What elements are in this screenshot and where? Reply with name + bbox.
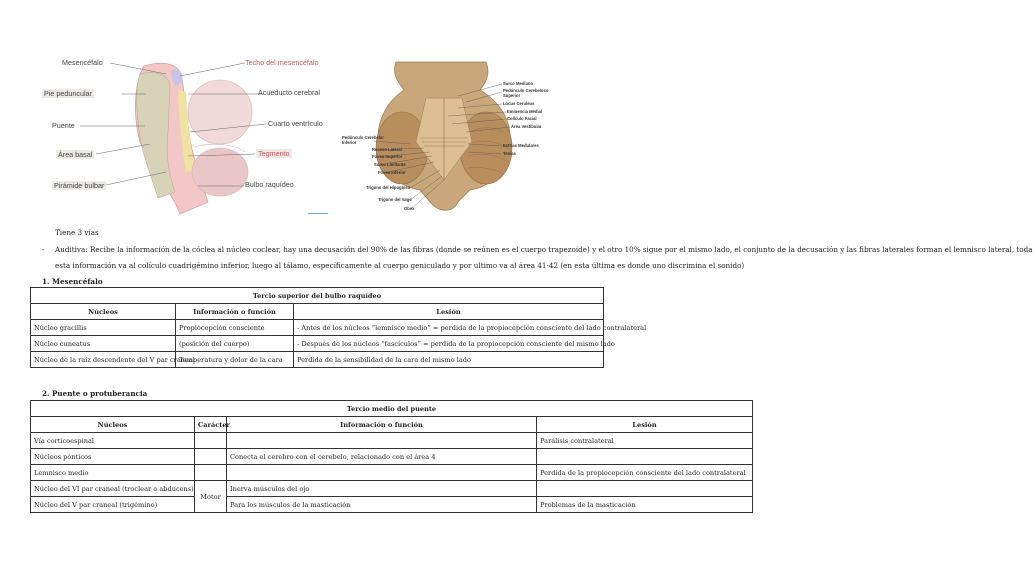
label-bulbo-raquideo: Bulbo raquídeo (245, 180, 294, 189)
column-header: Núcleos (31, 304, 176, 320)
table-row (31, 449, 753, 465)
label-area-basal: Área basal (58, 150, 93, 159)
table-header-row (31, 417, 753, 433)
table-cell: Núcleo del VI par craneal (troclear o abducens) (31, 481, 195, 497)
label-area-vestibular: Área Vestibular (511, 124, 542, 129)
table-row (31, 481, 753, 497)
table-cell: - Antes de los núcleos “lemnisco medio” = perdida de la propiocepción consciente del lado contralateral (294, 320, 604, 336)
table-cell: Perdida de la propiocepción consciente del lado contralateral (537, 465, 753, 481)
table-cell: Para los músculos de la masticación (227, 497, 537, 513)
table-cell: Lemnisco medio (31, 465, 195, 481)
column-header: Lesión (294, 304, 604, 320)
table-cell (227, 465, 537, 481)
table-cell: Inerva músculos del ojo (227, 481, 537, 497)
label-piramide-bulbar: Pirámide bulbar (54, 181, 105, 190)
section-heading-mesencefalo: 1. Mesencéfalo (42, 277, 103, 286)
figure-divider (308, 213, 328, 214)
table-cell-caracter-motor: Motor (195, 481, 227, 513)
table-cell: Núcleo gracillis (31, 320, 176, 336)
brainstem-sagittal-illustration (40, 52, 340, 217)
table-row (31, 320, 604, 336)
label-techo: Techo del mesencéfalo (245, 58, 319, 67)
table-row (31, 433, 753, 449)
auditiva-line-1: Auditiva: Recibe la información de la cóclea al núcleo coclear, hay una decusación del 90% de las fibras (donde se reúnen es el cuerpo trapezoide) y el otro 10% sigue por el mismo lado, el conjunto de la decusación y las fibras laterales forman el lemnisco lateral, toda (55, 245, 1033, 254)
table-cell (537, 481, 753, 497)
auditiva-line-2: esta información va al colículo cuadrigémino inferior, luego al tálamo, específicamente al cuerpo geniculado y por ultimo va al área 41-42 (en esta última es donde uno discrimina el sonido) (55, 261, 745, 270)
label-tegmento: Tegmento (258, 149, 290, 158)
label-estrias-medulares: Estrías Medulares (503, 143, 539, 148)
column-header: Núcleos (31, 417, 195, 433)
table-cell (195, 465, 227, 481)
table-cell: Parálisis contralateral (537, 433, 753, 449)
section-heading-puente: 2. Puente o protuberancia (42, 389, 148, 398)
table-cell (537, 449, 753, 465)
table-header-row (31, 304, 604, 320)
label-puente: Puente (52, 121, 75, 130)
label-mesencefalo: Mesencéfalo (62, 58, 103, 67)
table-cell: Temperatura y dolor de la cara (176, 352, 294, 368)
label-obex: Obex (404, 206, 415, 211)
table-cell: Conecta el cerebro con el cerebelo, relacionado con el área 4 (227, 449, 537, 465)
label-fovea-superior: Fovea Superior (372, 154, 403, 159)
table-title-row (31, 401, 753, 417)
column-header: Lesión (537, 417, 753, 433)
table-cell: Vía corticoespinal (31, 433, 195, 449)
table-row (31, 336, 604, 352)
label-coliculo-facial: Colículo Facial (507, 116, 537, 121)
table-title: Tercio medio del puente (31, 401, 753, 417)
table-cell: - Después de los núcleos “fascículos” = perdida de la propiocepción consciente del mismo lado (294, 336, 604, 352)
table-cell (195, 433, 227, 449)
label-tenias: Tenias (503, 151, 516, 156)
table-cell: Núcleo cuneatus (31, 336, 176, 352)
table-cell: Núcleo del V par craneal (trigémino) (31, 497, 195, 513)
fourth-ventricle-figure (340, 62, 580, 215)
label-surco-limitante: Surco Limitante (374, 162, 406, 167)
table-puente (30, 400, 753, 513)
label-pedunculo-inferior-2: Inferior (342, 140, 357, 145)
table-row (31, 465, 753, 481)
label-locus-ceruleus: Locus Ceruleus (503, 101, 535, 106)
label-pedunculo-superior-1: Pedúnculo Cerebeloso (503, 88, 549, 93)
table-title: Tercio superior del bulbo raquídeo (31, 288, 604, 304)
label-cuarto-ventriculo: Cuarto ventrículo (268, 119, 323, 128)
label-fovea-inferior: Fovea Inferior (378, 170, 406, 175)
label-pedunculo-superior-2: Superior (503, 93, 521, 98)
label-pie-peduncular: Pie peduncular (44, 89, 92, 98)
brainstem-sagittal-figure (40, 52, 340, 217)
label-eminencia-medial: Eminencia Medial (507, 109, 543, 114)
table-cell: (posición del cuerpo) (176, 336, 294, 352)
table-cell: Propiocepción consciente (176, 320, 294, 336)
column-header: Información o función (176, 304, 294, 320)
table-title-row (31, 288, 604, 304)
label-trigono-vago: Trígono del Vago (378, 197, 412, 202)
table-row (31, 497, 753, 513)
table-cell: Núcleos pónticos (31, 449, 195, 465)
label-acueducto: Acueducto cerebral (258, 88, 320, 97)
label-receso-lateral: Receso Lateral (372, 147, 402, 152)
table-cell: Problemas de la masticación (537, 497, 753, 513)
table-cell (227, 433, 537, 449)
label-trigono-hipogloso: Trígono del Hipogloso (366, 185, 411, 190)
column-header: Carácter (195, 417, 227, 433)
column-header: Información o función (227, 417, 537, 433)
table-cell: Núcleo de la raíz descendente del V par craneal (31, 352, 176, 368)
table-cell (195, 449, 227, 465)
label-pedunculo-inferior-1: Pedúnculo Cerebelar (342, 135, 384, 140)
label-surco-mediano: Surco Mediano (503, 81, 534, 86)
table-row (31, 352, 604, 368)
table-bulbo-raquideo (30, 287, 647, 368)
bullet-marker: - (42, 245, 45, 254)
table-cell: Perdida de la sensibilidad de la cara del mismo lado (294, 352, 604, 368)
intro-text: Tiene 3 vías (55, 228, 99, 237)
